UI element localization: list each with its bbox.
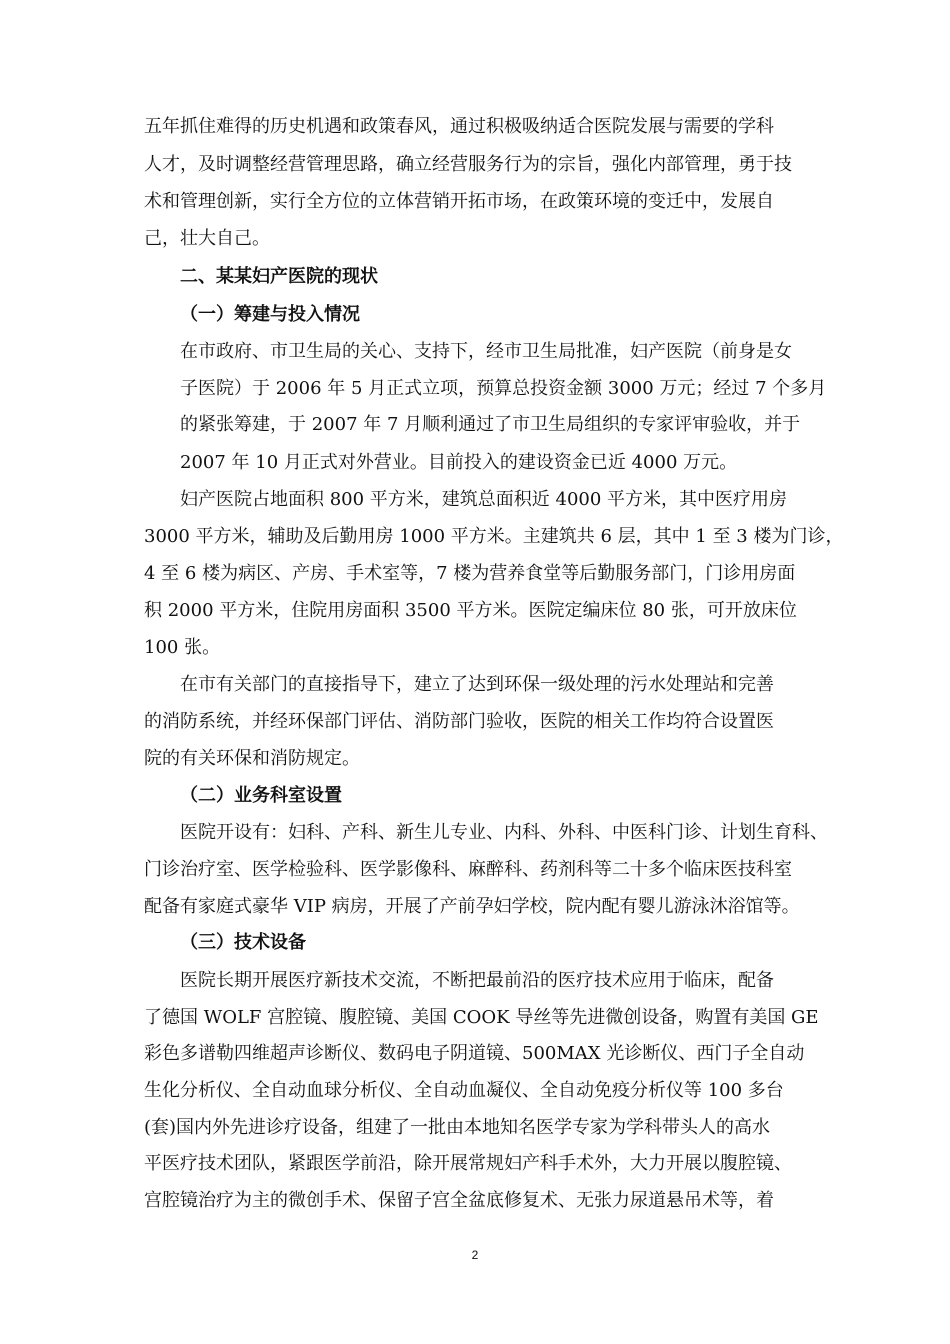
paragraph-line: 的紧张筹建，于 2007 年 7 月顺利通过了市卫生局组织的专家评审验收，并于 [180,414,801,435]
paragraph-line: 彩色多谱勒四维超声诊断仪、数码电子阴道镜、500MAX 光诊断仪、西门子全自动 [144,1043,805,1064]
section-heading: （二）业务科室设置 [180,785,342,806]
paragraph-line: 人才，及时调整经营管理思路，确立经营服务行为的宗旨，强化内部管理，勇于技 [144,154,792,175]
page-number: 2 [471,1248,479,1262]
paragraph-line: 己，壮大自己。 [144,228,270,249]
paragraph-line: (套)国内外先进诊疗设备，组建了一批由本地知名医学专家为学科带头人的高水 [144,1117,771,1138]
paragraph-line: 五年抓住难得的历史机遇和政策春风，通过积极吸纳适合医院发展与需要的学科 [144,116,774,137]
paragraph-line: 门诊治疗室、医学检验科、医学影像科、麻醉科、药剂科等二十多个临床医技科室 [144,859,792,880]
paragraph-line: 术和管理创新，实行全方位的立体营销开拓市场，在政策环境的变迁中，发展自 [144,191,774,212]
paragraph-line: 100 张。 [144,637,221,658]
paragraph-first-line: 在市政府、市卫生局的关心、支持下，经市卫生局批准，妇产医院（前身是女 [180,341,792,362]
paragraph-first-line: 医院开设有：妇科、产科、新生儿专业、内科、外科、中医科门诊、计划生育科、 [180,822,828,843]
paragraph-line: 2007 年 10 月正式对外营业。目前投入的建设资金已近 4000 万元。 [180,452,738,473]
paragraph-line: 4 至 6 楼为病区、产房、手术室等，7 楼为营养食堂等后勤服务部门，门诊用房面 [144,563,796,584]
section-heading: （三）技术设备 [180,932,306,953]
paragraph-line: 生化分析仪、全自动血球分析仪、全自动血凝仪、全自动免疫分析仪等 100 多台 [144,1080,784,1101]
paragraph-line: 宫腔镜治疗为主的微创手术、保留子宫全盆底修复术、无张力尿道悬吊术等，着 [144,1190,774,1211]
section-heading: 二、某某妇产医院的现状 [180,266,378,287]
section-heading: （一）筹建与投入情况 [180,304,360,325]
paragraph-line: 积 2000 平方米，住院用房面积 3500 平方米。医院定编床位 80 张，可开放床位 [144,600,797,621]
paragraph-first-line: 妇产医院占地面积 800 平方米，建筑总面积近 4000 平方米，其中医疗用房 [180,489,788,510]
paragraph-line: 3000 平方米，辅助及后勤用房 1000 平方米。主建筑共 6 层，其中 1 至 3 楼为门诊， [144,526,844,547]
paragraph-first-line: 在市有关部门的直接指导下，建立了达到环保一级处理的污水处理站和完善 [180,674,774,695]
paragraph-line: 子医院）于 2006 年 5 月正式立项，预算总投资金额 3000 万元；经过 7 个多月 [180,378,827,399]
paragraph-line: 院的有关环保和消防规定。 [144,748,360,769]
paragraph-line: 了德国 WOLF 宫腔镜、腹腔镜、美国 COOK 导丝等先进微创设备，购置有美国 GE [144,1007,819,1028]
paragraph-line: 的消防系统，并经环保部门评估、消防部门验收，医院的相关工作均符合设置医 [144,711,774,732]
paragraph-line: 平医疗技术团队，紧跟医学前沿，除开展常规妇产科手术外，大力开展以腹腔镜、 [144,1153,792,1174]
paragraph-line: 配备有家庭式豪华 VIP 病房，开展了产前孕妇学校，院内配有婴儿游泳沐浴馆等。 [144,896,800,917]
paragraph-first-line: 医院长期开展医疗新技术交流，不断把最前沿的医疗技术应用于临床，配备 [180,970,774,991]
